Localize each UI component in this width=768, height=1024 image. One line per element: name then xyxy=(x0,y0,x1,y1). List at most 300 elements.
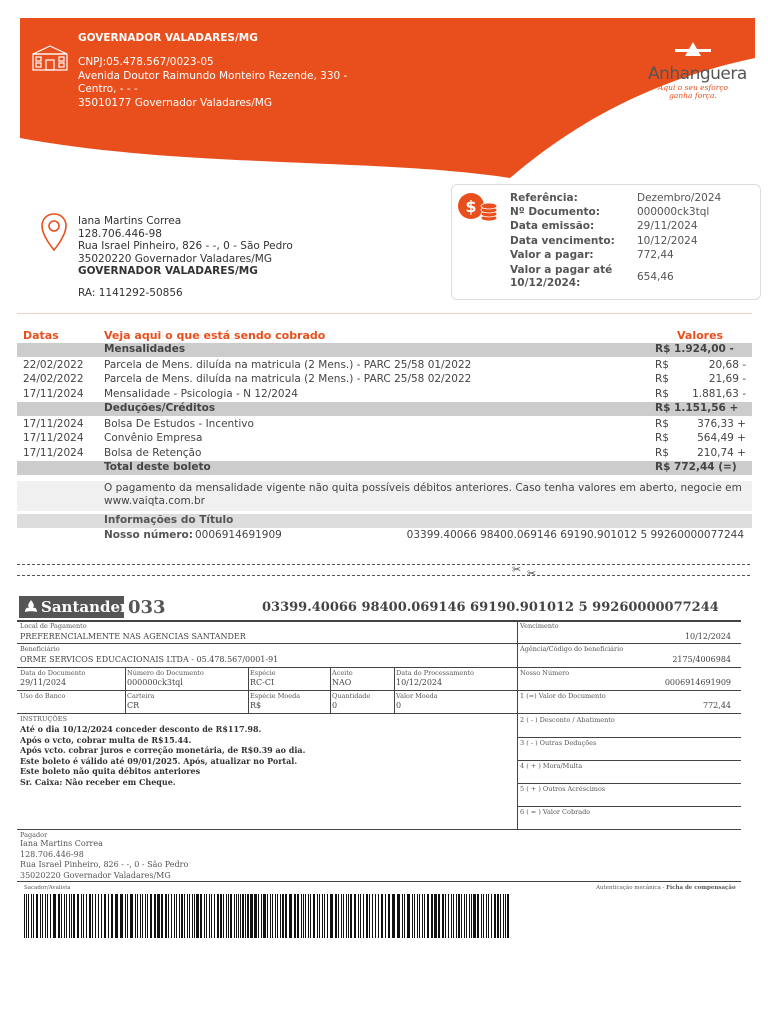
ficha-compensacao: Ficha de compensação xyxy=(666,885,736,891)
barcode-bar xyxy=(140,894,141,938)
quantidade-value: 0 xyxy=(332,701,338,710)
barcode-bar xyxy=(285,894,287,938)
instruction-line: Este boleto não quita débitos anteriores xyxy=(20,766,201,776)
cnpj: CNPJ:05.478.567/0023-05 xyxy=(78,56,214,68)
field-label: 3 ( - ) Outras Deduções xyxy=(520,739,597,747)
campus-address xyxy=(78,56,368,110)
payment-notice: O pagamento da mensalidade vigente não quita possíveis débitos anteriores. Caso tenha valores em aberto, negocie em www.vaiqta.com.br xyxy=(104,482,742,507)
row-amount: 376,33 + xyxy=(697,418,746,430)
info-value: 654,46 xyxy=(637,271,674,283)
row-desc: Bolsa De Estudos - Incentivo xyxy=(104,418,254,430)
field-label: 2 ( - ) Desconto / Abatimento xyxy=(520,716,615,724)
barcode-bar xyxy=(313,894,315,938)
grid-line xyxy=(517,783,741,784)
barcode-bar xyxy=(200,894,202,938)
barcode-bar xyxy=(171,894,172,938)
brand-tagline: Aqui o seu esforço xyxy=(657,83,729,92)
barcode-bar xyxy=(469,894,470,938)
barcode-bar xyxy=(338,894,339,938)
barcode-bar xyxy=(50,894,51,938)
barcode-bar xyxy=(206,894,207,938)
field-label: Vencimento xyxy=(520,622,559,630)
info-label: Data emissão: xyxy=(510,220,595,232)
payer-cpf: 128.706.446-98 xyxy=(78,227,162,240)
payer-info xyxy=(78,215,293,278)
row-currency: R$ xyxy=(655,373,669,385)
barcode-bar xyxy=(240,894,241,938)
field-label: Agência/Código do beneficiário xyxy=(520,645,624,653)
barcode-bar xyxy=(350,894,352,938)
barcode-bar xyxy=(381,894,383,938)
scissors-icon: ✂ xyxy=(512,563,522,576)
row-desc: Parcela de Mens. diluída na matricula (2 Mens.) - PARC 25/58 02/2022 xyxy=(104,373,472,385)
barcode-bar xyxy=(263,894,266,938)
barcode-bar xyxy=(346,894,347,938)
barcode-bar xyxy=(130,894,133,938)
valor-moeda: 0 xyxy=(396,701,402,710)
row-currency: R$ xyxy=(655,388,669,400)
autenticacao-label xyxy=(596,885,736,891)
barcode-bar xyxy=(137,894,138,938)
address-line: Avenida Doutor Raimundo Monteiro Rezende, 330 - xyxy=(78,69,348,82)
barcode-bar xyxy=(407,894,410,938)
barcode-bar xyxy=(120,894,123,938)
barcode-bar xyxy=(127,894,128,938)
barcode-bar xyxy=(280,894,281,938)
barcode-bar xyxy=(481,894,482,938)
instruction-line: Após o vcto, cobrar multa de R$15.44. xyxy=(20,734,192,745)
especie-value: RC-CI xyxy=(250,678,275,687)
beneficiario-value: ORME SERVICOS EDUCACIONAIS LTDA - 05.478.567/0001-91 xyxy=(20,655,279,664)
grid-line xyxy=(125,667,126,713)
pagador-info xyxy=(20,839,188,881)
col-values-header: Valores xyxy=(677,329,724,342)
barcode-bar xyxy=(330,894,333,938)
barcode-bar xyxy=(179,894,180,938)
barcode-bar xyxy=(181,894,183,938)
pagador-line: Rua Israel Pinheiro, 826 - -, 0 - São Pedro xyxy=(20,860,189,869)
barcode-bar xyxy=(230,894,232,938)
barcode-bar xyxy=(308,894,309,938)
section-total: R$ 1.151,56 + xyxy=(655,402,739,414)
barcode-bar xyxy=(378,894,379,938)
barcode-bar xyxy=(154,894,156,938)
barcode-bar xyxy=(187,894,188,938)
payer-name: Iana Martins Correa xyxy=(78,215,182,227)
barcode-bar xyxy=(238,894,239,938)
barcode-bar xyxy=(53,894,56,938)
field-label: 5 ( + ) Outros Acréscimos xyxy=(520,785,606,793)
bank-name: Santander xyxy=(41,598,128,616)
cut-line xyxy=(17,564,750,565)
field-label: Nosso Número xyxy=(520,669,570,677)
barcode-bar xyxy=(417,894,418,938)
barcode-bar xyxy=(108,894,109,938)
aceite-value: NAO xyxy=(332,678,352,687)
barcode-bar xyxy=(45,894,46,938)
data-documento: 29/11/2024 xyxy=(20,678,67,687)
instructions-label: INSTRUÇÕES xyxy=(20,715,67,723)
school-building-icon xyxy=(30,44,70,76)
titulo-header: Informações do Título xyxy=(104,514,234,526)
barcode-bar xyxy=(473,894,476,938)
row-desc: Parcela de Mens. diluída na matricula (2 Mens.) - PARC 25/58 01/2022 xyxy=(104,359,472,371)
barcode-bar xyxy=(189,894,190,938)
barcode-bar xyxy=(445,894,446,938)
barcode-bar xyxy=(488,894,489,938)
row-date: 17/11/2024 xyxy=(23,447,84,459)
field-label: Espécie xyxy=(250,669,276,677)
field-label: Carteira xyxy=(127,692,155,700)
grid-line xyxy=(330,667,331,713)
agencia-value: 2175/4006984 xyxy=(672,655,731,664)
barcode-bar xyxy=(223,894,224,938)
barcode-bar xyxy=(31,894,32,938)
barcode-bar xyxy=(214,894,215,938)
barcode-bar xyxy=(360,894,361,938)
barcode-bar xyxy=(135,894,136,938)
barcode-bar xyxy=(64,894,65,938)
barcode-bar xyxy=(104,894,106,938)
barcode-bar xyxy=(242,894,244,938)
barcode-bar xyxy=(73,894,75,938)
carteira-value: CR xyxy=(127,701,140,710)
barcode-bar xyxy=(354,894,356,938)
data-processamento: 10/12/2024 xyxy=(396,678,443,687)
instruction-line: Até o dia 10/12/2024 conceder desconto de R$117.98. xyxy=(20,724,262,734)
barcode-bar xyxy=(422,894,423,938)
grid-line xyxy=(17,713,741,714)
row-date: 17/11/2024 xyxy=(23,388,84,400)
valor-documento: 772,44 xyxy=(703,701,731,710)
info-value: 10/12/2024 xyxy=(637,235,698,247)
field-label: Quantidade xyxy=(332,692,371,700)
info-value: 29/11/2024 xyxy=(637,220,698,232)
instructions xyxy=(20,724,305,787)
barcode-bar xyxy=(442,894,444,938)
barcode-bar xyxy=(28,894,29,938)
barcode-bar xyxy=(404,894,405,938)
barcode-bar xyxy=(272,894,273,938)
grid-line xyxy=(517,806,741,807)
barcode-bar xyxy=(427,894,429,938)
col-desc-header: Veja aqui o que está sendo cobrado xyxy=(104,329,326,342)
autenticacao-text: Autenticação mecânica - xyxy=(596,885,667,891)
barcode-bar xyxy=(335,894,337,938)
barcode-bar xyxy=(228,894,229,938)
payer-city: GOVERNADOR VALADARES/MG xyxy=(78,265,258,277)
info-value: 000000ck3tql xyxy=(637,206,710,218)
barcode-bar xyxy=(204,894,205,938)
barcode-bar xyxy=(92,894,93,938)
row-currency: R$ xyxy=(655,418,669,430)
row-currency: R$ xyxy=(655,432,669,444)
barcode-bar xyxy=(466,894,467,938)
grid-line xyxy=(17,881,741,882)
total-value: R$ 772,44 (=) xyxy=(655,461,737,473)
nosso-numero-value: 0006914691909 xyxy=(195,529,282,541)
barcode-bar xyxy=(267,894,268,938)
barcode-bar xyxy=(319,894,320,938)
barcode-bar xyxy=(81,894,82,938)
barcode-bar xyxy=(392,894,395,938)
barcode-bar xyxy=(343,894,344,938)
cut-line xyxy=(17,575,750,576)
money-coins-icon xyxy=(455,188,499,228)
barcode-bar xyxy=(458,894,460,938)
barcode-bar xyxy=(258,894,259,938)
barcode-bar xyxy=(147,894,148,938)
vencimento-value: 10/12/2024 xyxy=(684,632,731,641)
grid-line xyxy=(17,620,741,622)
nosso-numero: 0006914691909 xyxy=(664,678,731,687)
grid-line xyxy=(517,620,518,829)
barcode-bar xyxy=(24,894,25,938)
row-date: 17/11/2024 xyxy=(23,418,84,430)
local-pagamento: PREFERENCIALMENTE NAS AGENCIAS SANTANDER xyxy=(20,632,246,641)
barcode-bar xyxy=(220,894,222,938)
barcode-bar xyxy=(217,894,219,938)
barcode-bar xyxy=(317,894,318,938)
anhanguera-logo xyxy=(648,30,747,110)
barcode-bar xyxy=(507,894,509,938)
barcode-bar xyxy=(226,894,227,938)
barcode-bar xyxy=(42,894,43,938)
barcode-bar xyxy=(505,894,506,938)
grid-line xyxy=(517,760,741,761)
pagador-label: Pagador xyxy=(20,831,48,839)
instruction-line: Este boleto é válido até 09/01/2025. Após, atualizar no Portal. xyxy=(20,755,298,766)
barcode-bar xyxy=(245,894,246,938)
row-amount: 210,74 + xyxy=(697,447,746,459)
info-label: Nº Documento: xyxy=(510,206,600,218)
barcode-bar xyxy=(40,894,41,938)
grid-line xyxy=(248,667,249,713)
brand-name: Anhanguera xyxy=(648,64,747,84)
barcode-bar xyxy=(486,894,487,938)
barcode-bar xyxy=(366,894,368,938)
barcode-bar xyxy=(289,894,292,938)
linha-digitavel: 03399.40066 98400.069146 69190.901012 5 99260000077244 xyxy=(406,529,744,541)
barcode-bar xyxy=(277,894,278,938)
barcode-bar xyxy=(86,894,87,938)
barcode-bar xyxy=(305,894,306,938)
section-title: Mensalidades xyxy=(104,343,186,355)
barcode-bar xyxy=(434,894,437,938)
barcode-bar xyxy=(412,894,413,938)
col-dates-header: Datas xyxy=(23,329,59,342)
scissors-icon: ✂ xyxy=(527,567,537,580)
field-label: Número do Documento xyxy=(127,669,204,677)
field-label: 4 ( + ) Mora/Multa xyxy=(520,762,583,770)
barcode-bar xyxy=(464,894,465,938)
barcode-bar xyxy=(194,894,195,938)
field-label: Espécie Moeda xyxy=(250,692,301,700)
barcode-bar xyxy=(211,894,212,938)
barcode-bar xyxy=(184,894,185,938)
barcode-bar xyxy=(234,894,235,938)
campus-title: GOVERNADOR VALADARES/MG xyxy=(78,32,258,44)
barcode-bar xyxy=(176,894,177,938)
barcode-bar xyxy=(301,894,302,938)
nosso-numero-label: Nosso número: xyxy=(104,529,193,541)
field-label: Data do Documento xyxy=(20,669,86,677)
divider xyxy=(17,313,752,314)
sacador-label: Sacador/Avalista xyxy=(24,885,71,891)
barcode-bar xyxy=(196,894,199,938)
field-label: 6 ( = ) Valor Cobrado xyxy=(520,808,591,816)
barcode-bar xyxy=(448,894,449,938)
barcode-bar xyxy=(451,894,452,938)
barcode-bar xyxy=(500,894,501,938)
payer-address: Rua Israel Pinheiro, 826 - -, 0 - São Pedro xyxy=(78,240,293,252)
row-currency: R$ xyxy=(655,447,669,459)
field-label: Aceite xyxy=(332,669,353,677)
barcode-bar xyxy=(494,894,496,938)
barcode-bar xyxy=(165,894,167,938)
field-label: Beneficiário xyxy=(20,645,60,653)
barcode-bar xyxy=(36,894,38,938)
pagador-line: Iana Martins Correa xyxy=(20,839,103,848)
barcode-bar xyxy=(69,894,70,938)
barcode-bar xyxy=(461,894,462,938)
address-line: 35010177 Governador Valadares/MG xyxy=(78,96,272,109)
row-desc: Convênio Empresa xyxy=(104,432,203,444)
barcode-bar xyxy=(89,894,91,938)
grid-line xyxy=(517,737,741,738)
info-label: Referência: xyxy=(510,192,578,204)
row-amount: 1.881,63 - xyxy=(692,388,746,400)
instruction-line: Sr. Caixa: Não receber em Cheque. xyxy=(20,776,176,787)
barcode-bar xyxy=(168,894,169,938)
section-title: Deduções/Créditos xyxy=(104,402,216,414)
field-label: 1 (=) Valor do Documento xyxy=(520,692,606,700)
barcode-bar xyxy=(26,894,27,938)
info-value: Dezembro/2024 xyxy=(637,192,722,204)
info-value: 772,44 xyxy=(637,249,674,261)
student-ra: RA: 1141292-50856 xyxy=(78,287,183,299)
barcode-bar xyxy=(322,894,323,938)
barcode xyxy=(24,894,510,938)
barcode-bar xyxy=(424,894,425,938)
barcode-bar xyxy=(145,894,146,938)
barcode-bar xyxy=(341,894,342,938)
barcode-bar xyxy=(372,894,373,938)
barcode-bar xyxy=(115,894,118,938)
barcode-bar xyxy=(388,894,390,938)
grid-line xyxy=(17,643,741,644)
barcode-bar xyxy=(157,894,160,938)
field-label: Valor Moeda xyxy=(396,692,438,700)
barcode-bar xyxy=(497,894,499,938)
row-date: 17/11/2024 xyxy=(23,432,84,444)
barcode-bar xyxy=(161,894,163,938)
barcode-bar xyxy=(375,894,376,938)
barcode-bar xyxy=(250,894,253,938)
row-amount: 21,69 - xyxy=(708,373,746,385)
barcode-bar xyxy=(270,894,271,938)
row-amount: 20,68 - xyxy=(708,359,746,371)
bank-code: 033 xyxy=(128,597,166,618)
instruction-line: Após vcto. cobrar juros e correção monetária, de R$0.39 ao dia. xyxy=(20,745,306,755)
payer-address: 35020220 Governador Valadares/MG xyxy=(78,252,272,265)
row-date: 22/02/2022 xyxy=(23,359,84,371)
barcode-bar xyxy=(471,894,472,938)
row-desc: Bolsa de Retenção xyxy=(104,447,202,459)
barcode-bar xyxy=(363,894,364,938)
santander-logo xyxy=(19,596,128,618)
barcode-bar xyxy=(95,894,96,938)
barcode-bar xyxy=(453,894,454,938)
svg-text:$: $ xyxy=(465,197,477,216)
barcode-bar xyxy=(456,894,457,938)
barcode-bar xyxy=(247,894,249,938)
barcode-bar xyxy=(294,894,296,938)
pagador-line: 128.706.446-98 xyxy=(20,849,84,859)
barcode-bar xyxy=(348,894,349,938)
field-label: Uso do Banco xyxy=(20,692,66,700)
info-label: Data vencimento: xyxy=(510,235,615,247)
barcode-bar xyxy=(101,894,102,938)
barcode-bar xyxy=(310,894,311,938)
barcode-bar xyxy=(66,894,67,938)
row-currency: R$ xyxy=(655,359,669,371)
field-label: Data do Processamento xyxy=(396,669,474,677)
barcode-bar xyxy=(192,894,193,938)
row-date: 24/02/2022 xyxy=(23,373,84,385)
barcode-bar xyxy=(402,894,403,938)
barcode-bar xyxy=(303,894,304,938)
info-label: Valor a pagar: xyxy=(510,249,594,261)
barcode-bar xyxy=(477,894,479,938)
barcode-bar xyxy=(111,894,113,938)
barcode-bar xyxy=(385,894,386,938)
row-desc: Mensalidade - Psicologia - N 12/2024 xyxy=(104,388,298,400)
barcode-bar xyxy=(254,894,257,938)
barcode-bar xyxy=(77,894,79,938)
barcode-bar xyxy=(33,894,34,938)
total-label: Total deste boleto xyxy=(104,461,211,473)
barcode-bar xyxy=(261,894,262,938)
barcode-bar xyxy=(98,894,99,938)
barcode-bar xyxy=(297,894,299,938)
barcode-bar xyxy=(125,894,126,938)
barcode-bar xyxy=(431,894,433,938)
barcode-bar xyxy=(61,894,62,938)
barcode-bar xyxy=(414,894,415,938)
barcode-bar xyxy=(483,894,484,938)
barcode-bar xyxy=(282,894,284,938)
barcode-bar xyxy=(58,894,60,938)
barcode-bar xyxy=(236,894,237,938)
location-pin-icon xyxy=(40,212,68,256)
grid-line xyxy=(394,667,395,713)
barcode-bar xyxy=(438,894,440,938)
pagador-line: 35020220 Governador Valadares/MG xyxy=(20,870,171,880)
row-amount: 564,49 + xyxy=(697,432,746,444)
especie-moeda: R$ xyxy=(250,701,262,710)
barcode-bar xyxy=(369,894,370,938)
barcode-bar xyxy=(327,894,328,938)
barcode-bar xyxy=(324,894,325,938)
section-total: R$ 1.924,00 - xyxy=(655,343,734,355)
barcode-bar xyxy=(174,894,175,938)
anhanguera-logo-icon xyxy=(675,30,711,60)
barcode-bar xyxy=(397,894,400,938)
barcode-bar xyxy=(83,894,84,938)
barcode-bar xyxy=(491,894,492,938)
boleto-linha-digitavel: 03399.40066 98400.069146 69190.901012 5 99260000077244 xyxy=(262,600,719,615)
